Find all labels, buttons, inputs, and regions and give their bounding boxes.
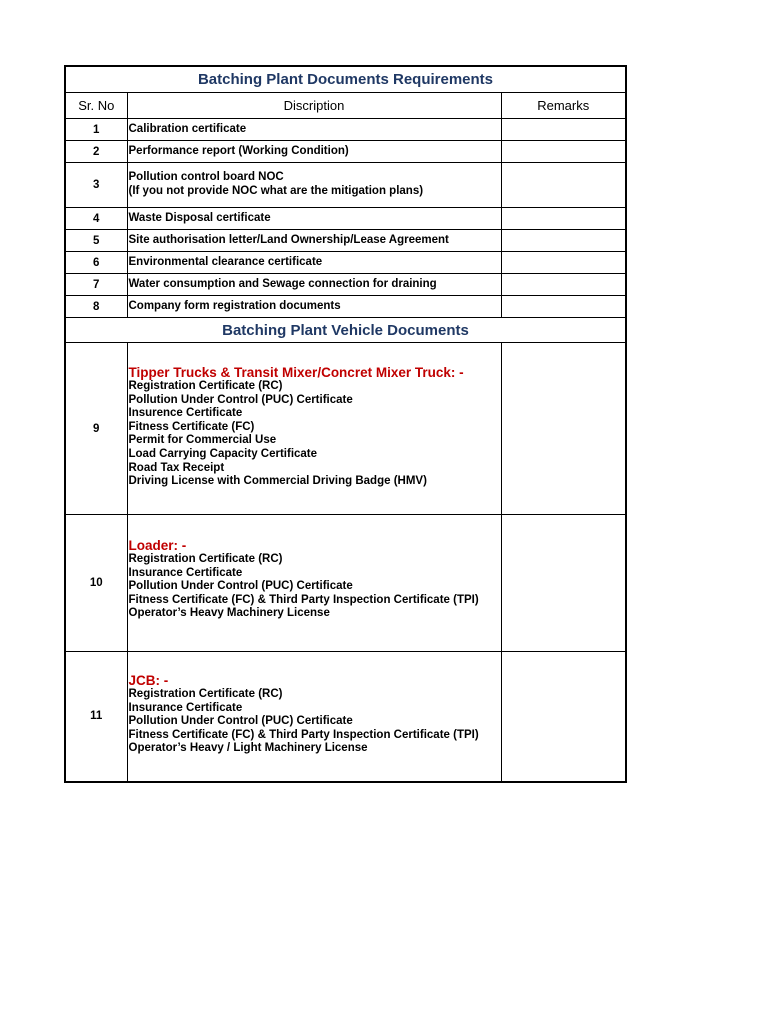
row-sr-no: 1 (65, 119, 127, 141)
row-description (127, 230, 501, 252)
row-description-line: Water consumption and Sewage connection for draining (128, 277, 437, 290)
vehicle-doc-item: Driving License with Commercial Driving Badge (HMV) (128, 475, 427, 488)
vehicle-doc-item: Operator’s Heavy / Light Machinery License (128, 742, 368, 755)
vehicle-remarks-cell (501, 515, 626, 652)
row-description (127, 274, 501, 296)
table-row (65, 296, 626, 318)
vehicle-heading: JCB: - (128, 673, 169, 688)
table-row (65, 252, 626, 274)
vehicle-doc-item: Pollution Under Control (PUC) Certificate (128, 715, 353, 728)
row-remarks-cell (501, 119, 626, 141)
vehicle-doc-item: Road Tax Receipt (128, 461, 225, 474)
table-row (65, 208, 626, 230)
vehicle-doc-item: Fitness Certificate (FC) & Third Party Inspection Certificate (TPI) (128, 593, 479, 606)
row-description (127, 119, 501, 141)
header-remarks: Remarks (501, 93, 626, 119)
row-description-line-2: (If you not provide NOC what are the mitigation plans) (128, 185, 424, 197)
vehicle-sr-no: 11 (65, 652, 127, 782)
row-sr-no: 4 (65, 208, 127, 230)
vehicle-heading: Tipper Trucks & Transit Mixer/Concret Mixer Truck: - (128, 365, 464, 380)
vehicle-sr-no: 10 (65, 515, 127, 652)
vehicle-doc-item: Fitness Certificate (FC) & Third Party Inspection Certificate (TPI) (128, 728, 479, 741)
row-remarks-cell (501, 230, 626, 252)
vehicle-doc-item: Registration Certificate (RC) (128, 688, 283, 700)
row-description (127, 208, 501, 230)
title-row (65, 66, 626, 93)
row-sr-no: 7 (65, 274, 127, 296)
vehicle-doc-item: Load Carrying Capacity Certificate (128, 447, 318, 460)
table-title: Batching Plant Documents Requirements (65, 66, 626, 93)
table-row (65, 274, 626, 296)
vehicle-remarks-cell (501, 343, 626, 515)
vehicle-doc-item: Insurence Certificate (128, 407, 243, 420)
vehicle-row (65, 343, 626, 515)
row-sr-no: 2 (65, 141, 127, 163)
vehicle-doc-item: Insurance Certificate (128, 566, 243, 579)
documents-table (64, 65, 627, 783)
table-row (65, 119, 626, 141)
vehicle-doc-item: Permit for Commercial Use (128, 434, 277, 447)
vehicle-doc-item: Pollution Under Control (PUC) Certificate (128, 580, 353, 593)
header-row (65, 93, 626, 119)
vehicle-description (127, 652, 501, 782)
header-sr-no: Sr. No (65, 93, 127, 119)
vehicle-description (127, 515, 501, 652)
vehicle-doc-item: Insurance Certificate (128, 701, 243, 714)
table-row (65, 163, 626, 208)
row-remarks-cell (501, 208, 626, 230)
row-description-line: Environmental clearance certificate (128, 255, 323, 268)
row-description (127, 252, 501, 274)
row-remarks-cell (501, 274, 626, 296)
vehicle-doc-item: Pollution Under Control (PUC) Certificate (128, 393, 353, 406)
header-description: Discription (127, 93, 501, 119)
vehicle-row (65, 652, 626, 782)
row-description (127, 296, 501, 318)
vehicle-heading: Loader: - (128, 538, 187, 553)
row-sr-no: 5 (65, 230, 127, 252)
row-remarks-cell (501, 163, 626, 208)
row-description-line: Calibration certificate (128, 122, 247, 135)
row-description-line: Performance report (Working Condition) (128, 144, 349, 157)
row-description-line: Company form registration documents (128, 299, 341, 312)
row-sr-no: 6 (65, 252, 127, 274)
vehicle-doc-item: Operator’s Heavy Machinery License (128, 607, 330, 620)
table-row (65, 230, 626, 252)
vehicle-row (65, 515, 626, 652)
vehicle-doc-item: Fitness Certificate (FC) (128, 420, 255, 433)
vehicle-remarks-cell (501, 652, 626, 782)
row-description-line: Site authorisation letter/Land Ownership/Lease Agreement (128, 233, 449, 246)
vehicle-doc-item: Registration Certificate (RC) (128, 553, 283, 565)
table-row (65, 141, 626, 163)
row-remarks-cell (501, 141, 626, 163)
vehicle-doc-item: Registration Certificate (RC) (128, 380, 283, 392)
vehicle-description (127, 343, 501, 515)
row-description-line: Pollution control board NOC (128, 171, 284, 184)
row-sr-no: 3 (65, 163, 127, 208)
vehicle-section-title: Batching Plant Vehicle Documents (65, 318, 626, 343)
row-description (127, 141, 501, 163)
row-remarks-cell (501, 252, 626, 274)
row-sr-no: 8 (65, 296, 127, 318)
row-description-line: Waste Disposal certificate (128, 211, 271, 224)
row-remarks-cell (501, 296, 626, 318)
vehicle-sr-no: 9 (65, 343, 127, 515)
section-title-row (65, 318, 626, 343)
row-description (127, 163, 501, 208)
